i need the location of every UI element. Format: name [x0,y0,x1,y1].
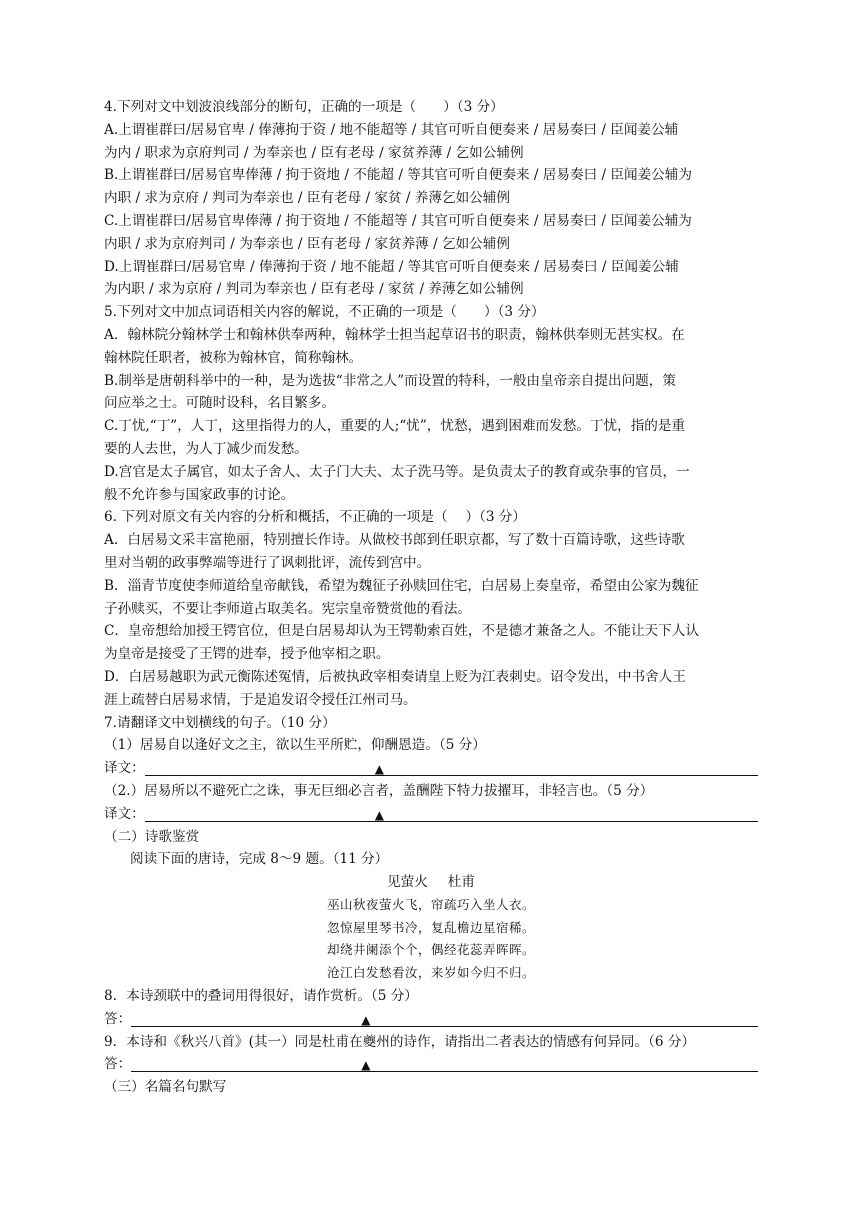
q6-option-d-line1: D．白居易越职为武元衡陈述冤情，后被执政宰相奏请皇上贬为江表刺史。诏令发出，中书舍人王 [104,668,686,685]
q6-option-a-line2: 里对当朝的政事弊端等进行了讽刺批评，流传到宫中。 [104,554,431,571]
poem-line: 却绕井阑添个个，偶经花蕊弄晖晖。 [326,942,535,958]
q6-option-c-line1: C．皇帝想给加授王锷官位，但是白居易却认为王锷勒索百姓，不是德才兼备之人。不能让天下人认 [104,623,699,640]
q5-option-a-line2: 翰林院任职者，被称为翰林官，简称翰林。 [104,349,363,366]
section-2-title: （二）诗歌鉴赏 [104,828,200,845]
q4-option-b-line1: B.上谓崔群曰/居易官卑俸薄 / 拘于资地 / 不能超 / 等其官可听自便奏来 / 居易奏曰 / 臣闻姜公辅为 [104,167,692,184]
triangle-marker-icon: ▲ [374,807,385,822]
q4-option-c-line2: 内职 / 求为京府判司 / 为奉亲也 / 臣有老母 / 家贫养薄 / 乞如公辅例 [104,235,510,252]
q5-stem: 5.下列对文中加点词语相关内容的解说，不正确的一项是（ ）（3 分） [104,304,545,321]
q4-option-d-line2: 为内职 / 求为京府 / 判司为奉亲也 / 臣有老母 / 家贫 / 养薄乞如公辅例 [104,281,524,298]
q8-answer [104,1008,758,1031]
q5-option-b-line1: B.制举是唐朝科举中的一种，是为选拔“非常之人”而设置的特科，一般由皇帝亲自提出问题，策 [104,372,676,389]
poem-title: 见萤火 [387,874,428,891]
q5-option-c-line2: 要的人去世，为人丁减少而发愁。 [104,440,308,457]
q6-option-d-line2: 涯上疏替白居易求情，于是追发诏令授任江州司马。 [104,691,417,708]
q8-stem: 8．本诗颈联中的叠词用得很好，请作赏析。（5 分） [104,988,418,1005]
q6-option-b-line2: 子孙赎买，不要让李师道占取美名。宪宗皇帝赞赏他的看法。 [104,600,472,617]
answer-label: 答： [104,1056,132,1073]
poem-author: 杜甫 [447,874,475,891]
q4-option-c-line1: C.上谓崔群曰/居易官卑俸薄 / 拘于资地 / 不能超等 / 其官可听自便奏来 / 居易奏曰 / 臣闻姜公辅为 [104,212,692,229]
q5-option-b-line2: 问应举之士。可随时设科，名目繁多。 [104,395,336,412]
q9-stem: 9．本诗和《秋兴八首》(其一）同是杜甫在夔州的诗作，请指出二者表达的情感有何异同。（6 分） [104,1033,696,1050]
triangle-marker-icon: ▲ [374,761,385,776]
section-3-title: （三）名篇名句默写 [104,1079,227,1096]
answer-line[interactable] [145,805,758,822]
q5-option-d-line1: D.宫官是太子属官，如太子舍人、太子门大夫、太子洗马等。是负责太子的教育或杂事的官员，一 [104,463,690,480]
q9-answer [104,1053,758,1076]
q4-option-b-line2: 内职 / 求为京府 / 判司为奉亲也 / 臣有老母 / 家贫 / 养薄乞如公辅例 [104,190,510,207]
answer-label: 译文： [104,805,145,822]
poem-line: 巫山秋夜萤火飞，帘疏巧入坐人衣。 [326,896,535,912]
q6-option-b-line1: B．淄青节度使李师道给皇帝献钱，希望为魏征子孙赎回住宅，白居易上奏皇帝，希望由公家为魏征 [104,577,699,594]
q5-option-c-line1: C.丁忧,“丁”，人丁，这里指得力的人，重要的人;“忧”，忧愁，遇到困难而发愁。丁忧，指的是重 [104,418,686,435]
q6-stem: 6. 下列对原文有关内容的分析和概括，不正确的一项是（ ）（3 分） [104,509,526,526]
exam-page [104,96,758,1099]
q7-answer-1 [104,757,758,780]
q4-option-d-line1: D.上谓崔群曰/居易官卑 / 俸薄拘于资 / 地不能超 / 等其官可听自便奏来 / 居易奏曰 / 臣闻姜公辅 [104,258,679,275]
q5-option-d-line2: 般不允许参与国家政事的讨论。 [104,486,295,503]
poem-heading [104,871,758,894]
section-2-instruction: 阅读下面的唐诗，完成 8～9 题。（11 分） [130,851,389,868]
q7-sentence-2: （2.）居易所以不避死亡之诛，事无巨细必言者，盖酬陛下特力拔擢耳，非轻言也。（5 分） [104,782,654,799]
answer-line[interactable] [145,759,758,776]
q7-stem: 7.请翻译文中划横线的句子。（10 分） [104,714,336,731]
q4-stem: 4.下列对文中划波浪线部分的断句，正确的一项是（ ）（3 分） [104,99,504,115]
q7-sentence-1: （1）居易自以逢好文之主，欲以生平所贮，仰酬恩造。（5 分） [104,737,486,754]
q4-option-a-line2: 为内 / 职求为京府判司 / 为奉亲也 / 臣有老母 / 家贫养薄 / 乞如公辅例 [104,144,524,161]
poem-line: 沧江白发愁看汝，来岁如今归不归。 [326,965,535,981]
answer-line[interactable] [131,1010,758,1027]
q5-option-a-line1: A．翰林院分翰林学士和翰林供奉两种，翰林学士担当起草诏书的职责，翰林供奉则无甚实权。在 [104,326,685,343]
answer-label: 答： [104,1010,132,1027]
answer-line[interactable] [131,1055,758,1072]
answer-label: 译文： [104,760,145,777]
q7-answer-2 [104,803,758,826]
poem-line: 忽惊屋里琴书冷，复乱檐边星宿稀。 [326,919,535,935]
q4-option-a-line1: A.上谓崔群曰/居易官卑 / 俸薄拘于资 / 地不能超等 / 其官可听自便奏来 / 居易奏曰 / 臣闻姜公辅 [104,121,679,138]
q6-option-a-line1: A．白居易文采丰富艳丽，特别擅长作诗。从做校书郎到任职京都，写了数十百篇诗歌，这些诗歌 [104,532,685,549]
triangle-marker-icon: ▲ [361,1058,371,1073]
q6-option-c-line2: 为皇帝是接受了王锷的进奉，授予他宰相之职。 [104,646,390,663]
triangle-marker-icon: ▲ [361,1012,371,1027]
